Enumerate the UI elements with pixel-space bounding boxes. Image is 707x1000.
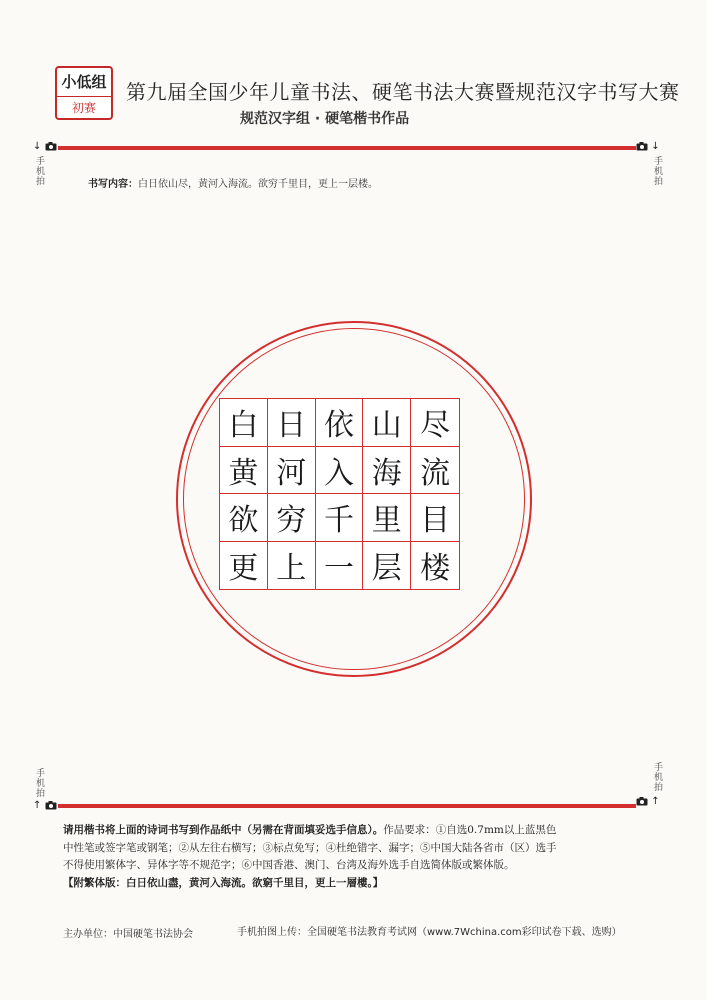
requirements-line-3: 不得使用繁体字、异体字等不规范字；⑥中国香港、澳门、台湾及海外选手自选简体版或繁体版。 <box>63 859 515 871</box>
arrow-up-icon: ↑ <box>651 796 660 807</box>
grid-cell: 日 <box>268 399 316 447</box>
grid-cell: 海 <box>363 447 411 495</box>
arrow-up-icon: ↑ <box>33 800 42 811</box>
upload-info-text: 手机拍图上传：全国硬笔书法教育考试网（www.7Wchina.com彩印试卷下载、选购） <box>237 927 622 938</box>
traditional-version-note: 【附繁体版：白日依山盡，黄河入海流。欲窮千里目，更上一層樓。】 <box>63 876 384 889</box>
organizer-text: 主办单位：中国硬笔书法协会 <box>63 929 193 940</box>
grid-cell: 上 <box>268 542 316 590</box>
character-grid <box>219 398 460 590</box>
group-badge <box>55 66 113 120</box>
writing-content-label: 书写内容： <box>88 179 138 190</box>
grid-cell: 山 <box>363 399 411 447</box>
bottom-left-mark <box>33 800 57 811</box>
writing-content <box>88 175 378 190</box>
bottom-right-phone-label: 手机拍 <box>652 762 662 792</box>
bottom-right-mark <box>636 796 660 807</box>
camera-icon <box>636 797 648 806</box>
grid-cell: 尽 <box>411 399 459 447</box>
grid-cell: 黄 <box>220 447 268 495</box>
grid-cell: 目 <box>411 494 459 542</box>
top-right-mark <box>636 141 660 152</box>
top-left-phone-label: 手机拍 <box>34 156 44 186</box>
requirements-line-2: 中性笔或签字笔或钢笔；②从左往右横写；③标点免写；④杜绝错字、漏字；⑤中国大陆各省市（区）选手 <box>63 841 557 854</box>
top-right-phone-label: 手机拍 <box>652 156 662 186</box>
bottom-red-rule <box>58 804 636 808</box>
badge-stage-label: 初赛 <box>71 101 96 115</box>
bottom-left-phone-label: 手机拍 <box>34 768 44 798</box>
page-title: 第九届全国少年儿童书法、硬笔书法大赛暨规范汉字书写大赛 <box>126 80 680 104</box>
grid-cell: 入 <box>316 447 364 495</box>
arrow-down-icon: ↓ <box>651 141 660 152</box>
requirements-lead: 请用楷书将上面的诗词书写到作品纸中（另需在背面填妥选手信息）。 <box>63 824 384 836</box>
requirements-line-1 <box>63 822 643 840</box>
camera-icon <box>45 801 57 810</box>
requirements-block <box>63 822 643 892</box>
top-red-rule <box>58 146 636 150</box>
grid-cell: 流 <box>411 447 459 495</box>
top-left-mark <box>33 141 57 152</box>
page-subtitle: 规范汉字组 · 硬笔楷书作品 <box>240 111 410 127</box>
grid-cell: 河 <box>268 447 316 495</box>
camera-icon <box>45 142 57 151</box>
grid-cell: 楼 <box>411 542 459 590</box>
grid-cell: 千 <box>316 494 364 542</box>
grid-cell: 一 <box>316 542 364 590</box>
grid-cell: 里 <box>363 494 411 542</box>
grid-cell: 更 <box>220 542 268 590</box>
badge-group-label: 小低组 <box>57 68 111 97</box>
requirements-line-1-tail: 作品要求：①自选0.7mm以上蓝黑色 <box>383 824 557 836</box>
writing-content-text: 白日依山尽，黄河入海流。欲穷千里目，更上一层楼。 <box>138 179 378 190</box>
grid-cell: 依 <box>316 399 364 447</box>
grid-cell: 欲 <box>220 494 268 542</box>
grid-cell: 层 <box>363 542 411 590</box>
grid-cell: 穷 <box>268 494 316 542</box>
camera-icon <box>636 142 648 151</box>
arrow-down-icon: ↓ <box>33 141 42 152</box>
grid-cell: 白 <box>220 399 268 447</box>
